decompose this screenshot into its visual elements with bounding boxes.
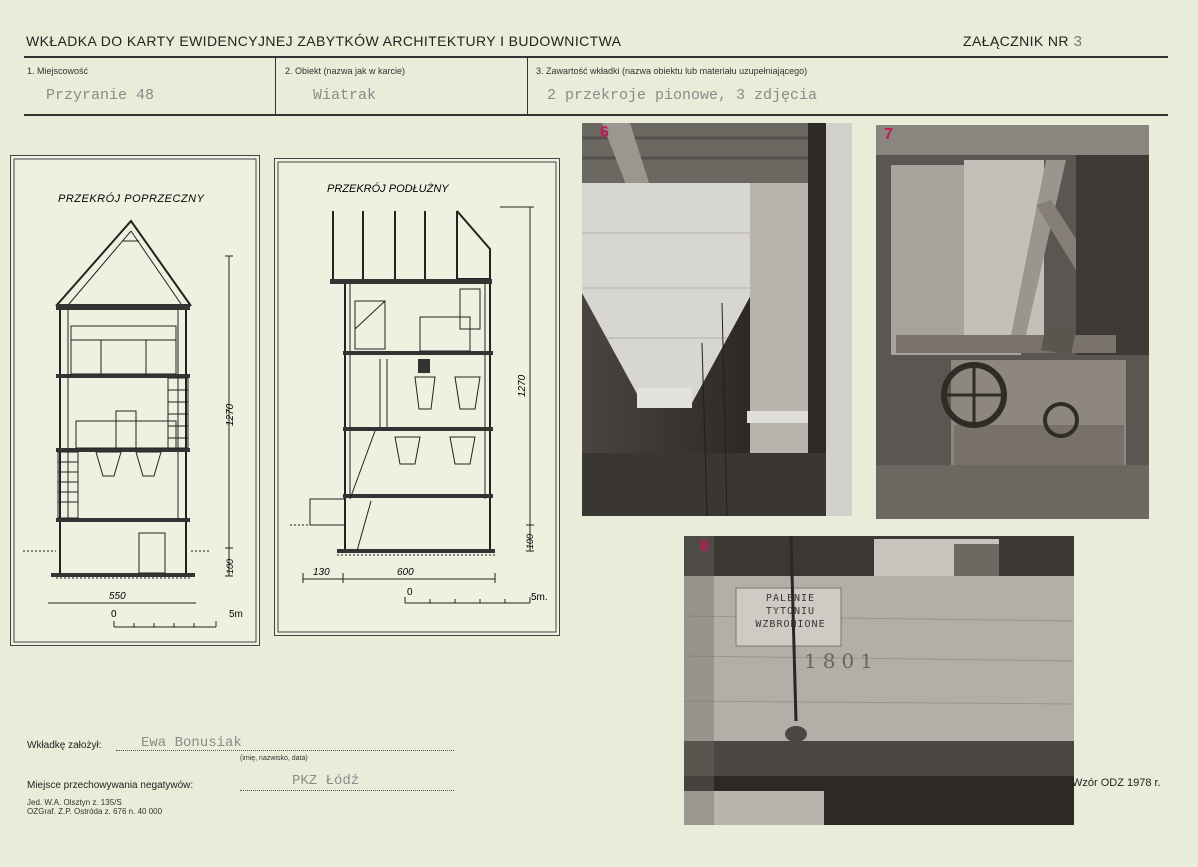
- long-left-dim: 130: [313, 567, 330, 578]
- header-rule: [24, 56, 1168, 58]
- storage-label: Miejsce przechowywania negatywów:: [27, 780, 194, 791]
- photo-8-beam: [684, 536, 1074, 825]
- photo-7-machine: [876, 125, 1149, 519]
- field-divider: [275, 58, 276, 114]
- sign-line-3: WZBRONIONE: [755, 619, 826, 630]
- form-title: WKŁADKA DO KARTY EWIDENCYJNEJ ZABYTKÓW ARCHITEKTURY I BUDOWNICTWA: [26, 33, 622, 49]
- cross-scale-five: 5m: [229, 609, 243, 620]
- cross-section-drawing: [10, 155, 260, 646]
- storage-value: PKZ Łódź: [292, 773, 360, 789]
- author-value: Ewa Bonusiak: [141, 735, 242, 751]
- field-label-place: 1. Miejscowość: [27, 66, 89, 76]
- no-smoking-sign: [738, 592, 843, 631]
- photo-8-image: [684, 536, 1074, 825]
- field-divider: [527, 58, 528, 114]
- annex-number: 3: [1073, 34, 1083, 51]
- author-label: Wkładkę założył:: [27, 740, 102, 751]
- long-scale-five: 5m.: [531, 592, 548, 603]
- photo-8-number: 8: [700, 538, 709, 555]
- carved-year: 1801: [804, 649, 879, 673]
- photo-7-number: 7: [884, 126, 893, 143]
- photo-7-image: [876, 125, 1149, 519]
- long-base-dim: 100: [525, 533, 535, 549]
- author-hint: (imię, nazwisko, data): [240, 755, 308, 762]
- print-info-2: OZGraf. Z.P. Ostróda z. 676 n. 40 000: [27, 807, 163, 816]
- cross-section-svg: [11, 156, 259, 645]
- annex-label: ZAŁĄCZNIK NR 3: [963, 33, 1083, 51]
- cross-section-title: PRZEKRÓJ POPRZECZNY: [58, 193, 205, 205]
- field-value-object: Wiatrak: [313, 87, 377, 104]
- print-info-1: Jed. W.A. Olsztyn z. 135/S: [27, 798, 122, 807]
- long-width-dim: 600: [397, 567, 414, 578]
- field-rule: [24, 114, 1168, 116]
- longitudinal-title: PRZEKRÓJ PODŁUŻNY: [327, 183, 449, 195]
- longitudinal-section-svg: [275, 159, 559, 635]
- cross-width-dim: 550: [109, 591, 126, 602]
- cross-scale-zero: 0: [111, 609, 117, 620]
- field-value-contents: 2 przekroje pionowe, 3 zdjęcia: [547, 87, 818, 104]
- photo-6-image: [582, 123, 852, 516]
- field-value-place: Przyranie 48: [46, 87, 155, 104]
- photo-6-hopper: [582, 123, 852, 516]
- long-height-dim: 1270: [517, 374, 528, 397]
- form-model: Wzór ODZ 1978 r.: [1072, 777, 1161, 789]
- longitudinal-section-drawing: [274, 158, 560, 636]
- photo-6-number: 6: [600, 124, 609, 141]
- field-label-object: 2. Obiekt (nazwa jak w karcie): [285, 66, 406, 76]
- sign-line-1: PALENIE: [765, 593, 816, 604]
- cross-base-dim: 100: [225, 558, 235, 574]
- field-label-contents: 3. Zawartość wkładki (nazwa obiektu lub materiału uzupełniającego): [536, 66, 808, 76]
- cross-height-dim: 1270: [225, 403, 236, 426]
- long-scale-zero: 0: [407, 587, 413, 598]
- sign-line-2: TYTONIU: [765, 606, 816, 617]
